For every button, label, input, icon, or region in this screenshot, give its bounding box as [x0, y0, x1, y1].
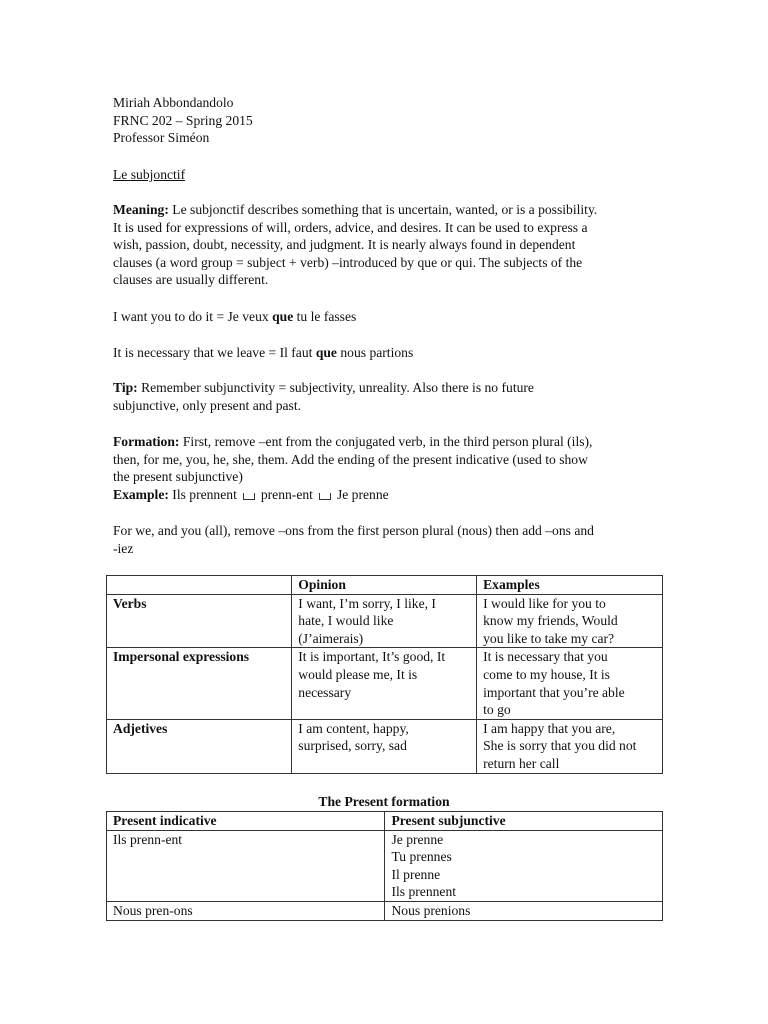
example-text: It is necessary that we leave = Il faut	[113, 345, 316, 360]
table-header-cell: Examples	[477, 576, 663, 595]
row-label: Adjetives	[107, 719, 292, 773]
nous-rule-line: For we, and you (all), remove –ons from the first person plural (nous) then add –ons and	[113, 523, 594, 538]
indicative-cell: Ils prenn-ent	[107, 830, 385, 901]
cell-line: It is important, It’s good, It	[298, 649, 446, 665]
cell-line: would please me, It is	[298, 666, 418, 682]
table-header-cell: Present subjunctive	[385, 812, 663, 831]
table-header-cell	[107, 576, 292, 595]
cell-line: I would like for you to	[483, 595, 606, 611]
cell-line: Ils prennent	[391, 884, 457, 900]
opinion-cell	[292, 594, 477, 648]
cell-line: I want, I’m sorry, I like, I	[298, 595, 436, 611]
cell-line: know my friends, Would	[483, 613, 618, 629]
examples-cell	[477, 719, 663, 773]
nous-rule-paragraph	[113, 522, 658, 557]
cell-line: I am happy that you are,	[483, 720, 616, 736]
cell-line: Il prenne	[391, 866, 441, 882]
opinion-cell	[292, 648, 477, 719]
formation-line: First, remove –ent from the conjugated verb, in the third person plural (ils),	[179, 434, 593, 449]
table-row	[107, 830, 663, 901]
example-text: tu le fasses	[293, 309, 357, 324]
cell-line: necessary	[298, 684, 352, 700]
example-keyword: que	[315, 345, 337, 360]
meaning-line: Le subjonctif describes something that is uncertain, wanted, or is a possibility.	[168, 202, 598, 217]
usage-table	[106, 575, 663, 774]
table-header-row	[107, 812, 663, 831]
table-header-cell: Present indicative	[107, 812, 385, 831]
cell-line: hate, I would like	[298, 613, 394, 629]
tip-line: subjunctive, only present and past.	[113, 397, 302, 413]
opinion-cell	[292, 719, 477, 773]
example-keyword: que	[272, 309, 294, 324]
meaning-paragraph	[113, 201, 658, 289]
indicative-cell: Nous pren-ons	[107, 901, 385, 920]
cell-line: Je prenne	[391, 831, 444, 847]
cell-line: to go	[483, 702, 511, 718]
table-header-row	[107, 576, 663, 595]
tip-paragraph	[113, 379, 658, 414]
course-line: FRNC 202 – Spring 2015	[113, 112, 253, 128]
example-label: Example:	[113, 486, 169, 502]
cell-line: Nous prenions	[391, 902, 471, 918]
cell-line: you like to take my car?	[483, 630, 615, 646]
header-block	[113, 94, 658, 147]
document-title	[113, 166, 658, 184]
table-row	[107, 901, 663, 920]
example-sentence-2	[113, 344, 658, 362]
arrow-icon	[243, 493, 255, 500]
table-row	[107, 648, 663, 719]
cell-line: important that you’re able	[483, 684, 625, 700]
example-sentence-1	[113, 308, 658, 326]
student-name: Miriah Abbondandolo	[113, 95, 234, 110]
title-text: Le subjonctif	[113, 167, 186, 182]
meaning-line: It is used for expressions of will, orders, advice, and desires. It can be used to express a	[113, 219, 588, 235]
row-label: Impersonal expressions	[107, 648, 292, 719]
arrow-icon	[319, 493, 331, 500]
example-part: Ils prennent	[168, 486, 237, 502]
subjunctive-cell	[385, 901, 663, 920]
nous-rule-line: -iez	[113, 540, 134, 556]
table-row	[107, 719, 663, 773]
meaning-line: clauses are usually different.	[113, 272, 269, 288]
cell-line: come to my house, It is	[483, 666, 610, 682]
meaning-label: Meaning:	[113, 202, 169, 217]
formation-line: the present subjunctive)	[113, 469, 243, 485]
cell-line: (J’aimerais)	[298, 630, 364, 646]
cell-line: I am content, happy,	[298, 720, 409, 736]
table-row	[107, 594, 663, 648]
tip-label: Tip:	[113, 380, 138, 395]
table-header-cell: Opinion	[292, 576, 477, 595]
row-label: Verbs	[107, 594, 292, 648]
professor-line: Professor Siméon	[113, 130, 210, 146]
cell-line: It is necessary that you	[483, 649, 608, 665]
present-formation-caption: The Present formation	[318, 794, 450, 809]
formation-line: then, for me, you, he, she, them. Add the ending of the present indicative (used to show	[113, 451, 588, 467]
subjunctive-cell	[385, 830, 663, 901]
cell-line: Tu prennes	[391, 849, 452, 865]
examples-cell	[477, 594, 663, 648]
meaning-line: wish, passion, doubt, necessity, and judgment. It is nearly always found in dependent	[113, 237, 576, 253]
cell-line: She is sorry that you did not	[483, 738, 637, 754]
examples-cell	[477, 648, 663, 719]
present-formation-table	[106, 811, 663, 921]
example-text: nous partions	[336, 345, 414, 360]
formation-label: Formation:	[113, 434, 180, 449]
example-part: Je prenne	[336, 486, 389, 502]
example-text: I want you to do it = Je veux	[113, 309, 273, 324]
meaning-line: clauses (a word group = subject + verb) –introduced by que or qui. The subjects of the	[113, 254, 583, 270]
example-part: prenn-ent	[260, 486, 313, 502]
cell-line: return her call	[483, 755, 560, 771]
cell-line: surprised, sorry, sad	[298, 738, 407, 754]
formation-paragraph	[113, 433, 658, 503]
tip-line: Remember subjunctivity = subjectivity, unreality. Also there is no future	[137, 380, 534, 395]
